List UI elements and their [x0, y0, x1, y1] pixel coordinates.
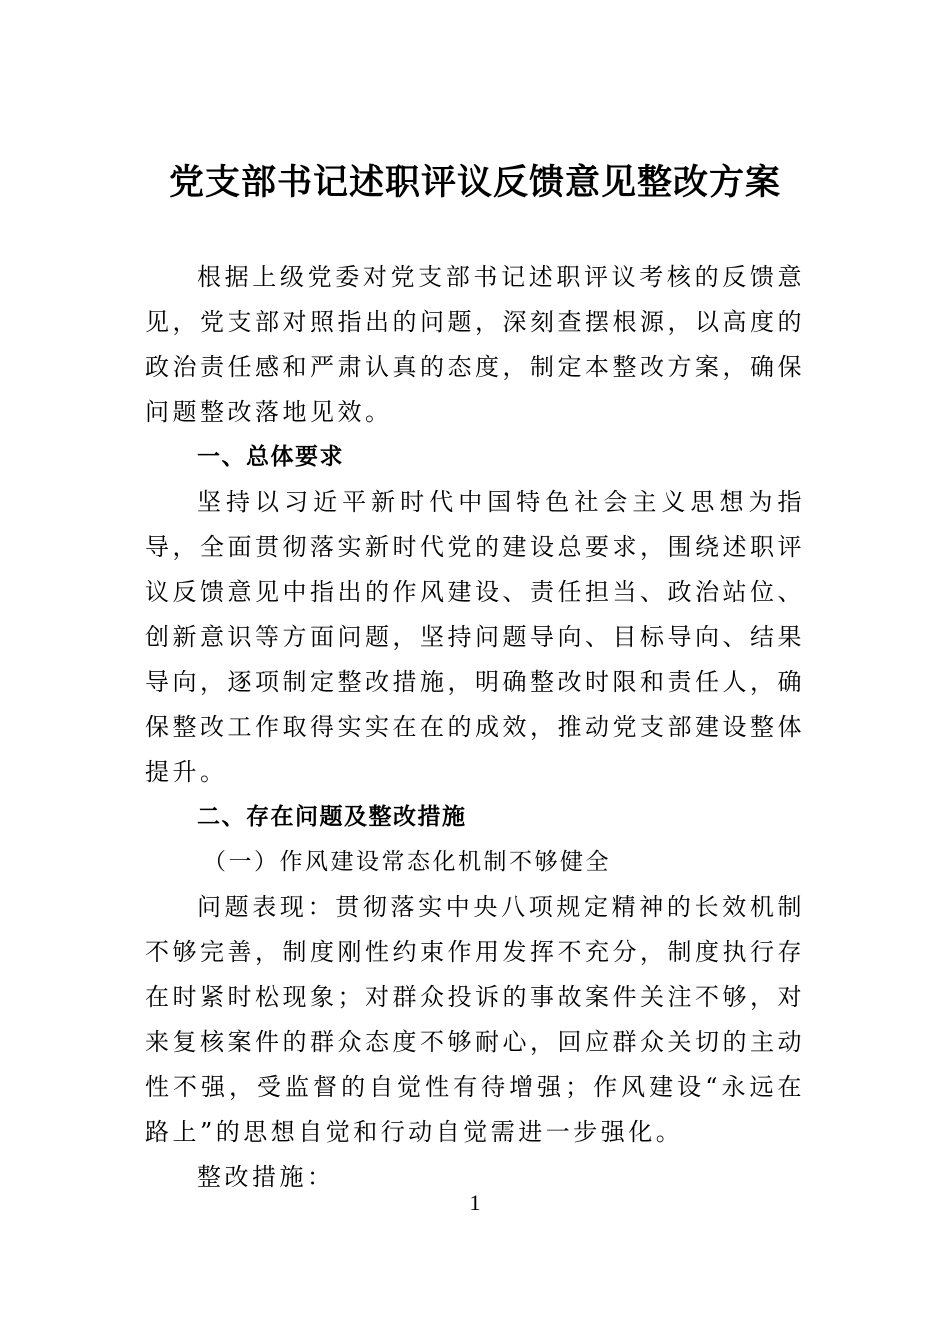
section-2-heading: 二、存在问题及整改措施 — [197, 804, 467, 830]
document-body — [145, 255, 805, 1200]
section-1-paragraph: 坚持以习近平新时代中国特色社会主义思想为指导，全面贯彻落实新时代党的建设总要求，围绕述职评议反馈意见中指出的作风建设、责任担当、政治站位、创新意识等方面问题，坚持问题导向、目标导向、结果导向，逐项制定整改措施，明确整改时限和责任人，确保整改工作取得实实在在的成效，推动党支部建设整体提升。 — [145, 488, 805, 786]
measures-label: 整改措施： — [197, 1163, 335, 1191]
section-1-heading: 一、总体要求 — [197, 444, 344, 470]
page-number: 1 — [469, 1190, 481, 1215]
subsection-1-heading: （一）作风建设常态化机制不够健全 — [203, 849, 611, 875]
intro-paragraph: 根据上级党委对党支部书记述职评议考核的反馈意见，党支部对照指出的问题，深刻查摆根源，以高度的政治责任感和严肃认真的态度，制定本整改方案，确保问题整改落地见效。 — [145, 263, 805, 426]
document-title: 党支部书记述职评议反馈意见整改方案 — [168, 162, 781, 203]
problem-paragraph: 问题表现：贯彻落实中央八项规定精神的长效机制不够完善，制度刚性约束作用发挥不充分，制度执行存在时紧时松现象；对群众投诉的事故案件关注不够，对来复核案件的群众态度不够耐心，回应群众关切的主动性不强，受监督的自觉性有待增强；作风建设“永远在路上”的思想自觉和行动自觉需进一步强化。 — [145, 893, 805, 1146]
